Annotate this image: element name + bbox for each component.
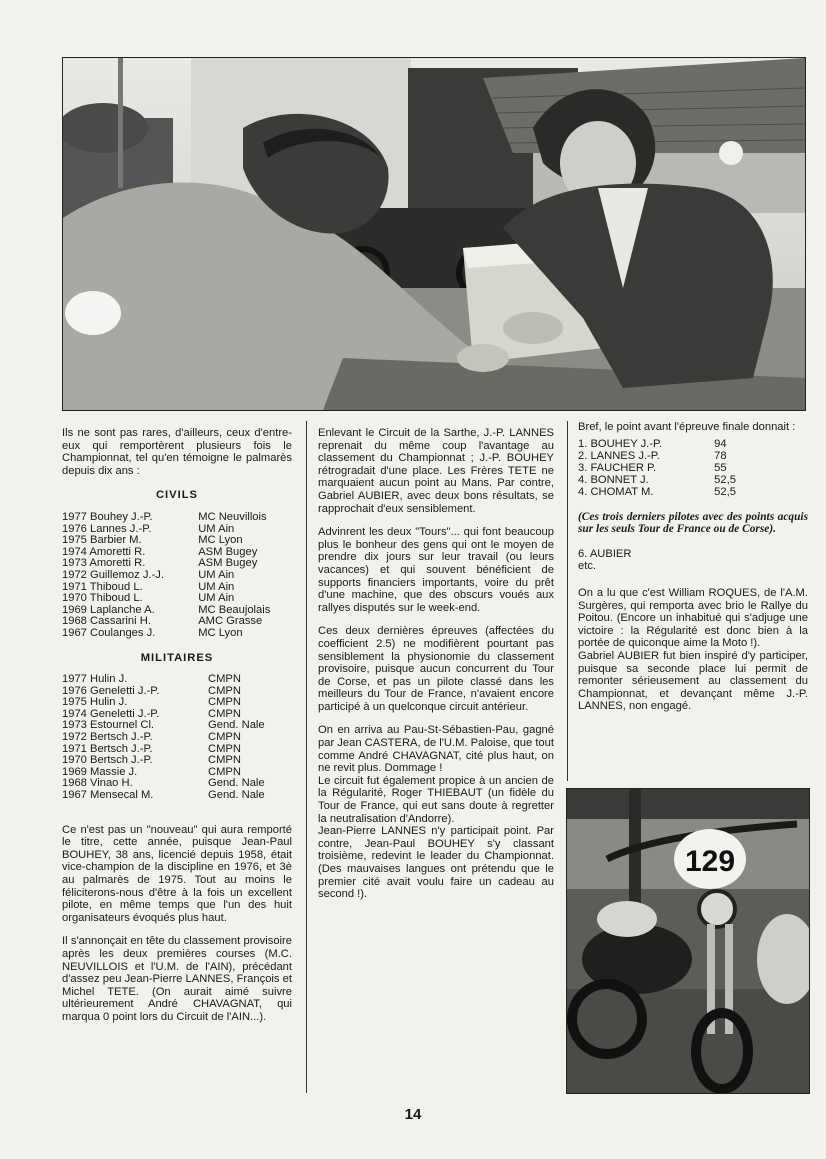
winner-name: 1977 Bouhey J.-P. [62, 510, 153, 523]
club-name: CMPN [208, 696, 241, 709]
winner-name: 1969 Laplanche A. [62, 603, 155, 616]
table-row [62, 628, 292, 640]
table-row [578, 462, 736, 474]
top-photo-officials-checking [62, 57, 806, 411]
paragraph: Le circuit fut également propice à un ancien de la Régularité, Roger THIEBAUT (un fidèle du Tour de France, qui eut sans doute à regretter la neutralisation d'Andorre). [318, 774, 554, 825]
pilot-points: 78 [714, 449, 727, 462]
club-name: CMPN [208, 754, 241, 767]
winner-name: 1967 Mensecal M. [62, 789, 154, 802]
club-name: Gend. Nale [208, 789, 265, 802]
pilot-points: 94 [714, 437, 727, 450]
paragraph: Advinrent les deux "Tours"... qui font beaucoup plus le bonheur des gens qui ont le moyen de prendre dix jours sur leur travail (ou leurs vacances) et qui souvent bénéficient de supports financiers importants, voire du prêt d'une machine, que des obscurs voués aux rallyes disputés sur le week-end. [318, 526, 554, 614]
pilot-name: 1. BOUHEY J.-P. [578, 437, 663, 450]
club-name: CMPN [208, 684, 241, 697]
paragraph: Gabriel AUBIER fut bien inspiré d'y participer, puisque sa seconde place lui permit de remonter sérieusement au classement du Championnat, et devançant même J.-P. LANNES, non engagé. [578, 649, 808, 713]
etc-text: etc. [578, 560, 597, 573]
winner-name: 1968 Vinao H. [62, 777, 133, 790]
winner-name: 1974 Geneletti J.-P. [62, 707, 160, 720]
pilot-name: 4. CHOMAT M. [578, 486, 654, 499]
club-name: UM Ain [198, 522, 235, 535]
militaires-title: MILITAIRES [140, 651, 214, 664]
club-name: MC Beaujolais [198, 603, 271, 616]
bottom-photo-motorcycle [566, 788, 810, 1094]
winner-name: 1975 Hulin J. [62, 696, 128, 709]
winner-name: 1976 Geneletti J.-P. [62, 684, 160, 697]
winner-name: 1971 Bertsch J.-P. [62, 742, 153, 755]
winner-name: 1973 Amoretti R. [62, 557, 146, 570]
sixth-place: 6. AUBIER [578, 547, 632, 560]
paragraph: On a lu que c'est William ROQUES, de l'A.M. Surgères, qui remporta avec brio le Rallye du Poitou. (Encore un inhabitué qui s'adjuge une victoire : la Régularité est donc bien à la portée de quiconque aime la Moto !). [578, 586, 808, 650]
column-2 [318, 427, 554, 912]
table-row [578, 486, 736, 498]
winner-name: 1967 Coulanges J. [62, 626, 156, 639]
winner-name: 1972 Bertsch J.-P. [62, 731, 153, 744]
club-name: CMPN [208, 673, 241, 686]
winner-name: 1970 Bertsch J.-P. [62, 754, 153, 767]
paragraph: Ce n'est pas un "nouveau" qui aura remporté le titre, cette année, puisque Jean-Paul BOUHEY, 38 ans, licencié depuis 1958, était vice-champion de la discipline en 1976, et 3è au palmarès de 1975. Tout au moins le féliciterons-nous d'être à la fois un excellent pilote, en même temps que l'un des huit organisateurs évoqués plus haut. [62, 823, 292, 924]
civils-table [62, 512, 292, 640]
pilot-name: 3. FAUCHER P. [578, 462, 657, 474]
pilot-points: 55 [714, 462, 727, 474]
club-name: CMPN [208, 707, 241, 720]
club-name: Gend. Nale [208, 719, 265, 732]
club-name: Gend. Nale [208, 777, 265, 790]
table-row [62, 790, 292, 802]
winner-name: 1972 Guillemoz J.-J. [62, 568, 164, 581]
pilot-points: 52,5 [714, 474, 736, 487]
club-name: CMPN [208, 731, 241, 744]
table-row [62, 570, 292, 582]
winner-name: 1977 Hulin J. [62, 673, 128, 686]
club-name: CMPN [208, 765, 241, 778]
table-row [578, 438, 736, 450]
club-name: UM Ain [198, 568, 235, 581]
table-row [578, 474, 736, 486]
club-name: UM Ain [198, 580, 235, 593]
paragraph: Ces deux dernières épreuves (affectées du coefficient 2.5) ne modifièrent pourtant pas sensiblement la physionomie du classement provisoire, puisque aucun concurrent du Tour de Corse, et pas un pilote classé dans les meilleurs du Tour de France, n'avaient encore participé à un quelconque circuit antérieur. [318, 625, 554, 713]
italic-note: (Ces trois derniers pilotes avec des points acquis sur les seuls Tour de France ou de Corse). [578, 510, 808, 536]
winner-name: 1971 Thiboud L. [62, 580, 143, 593]
club-name: ASM Bugey [198, 557, 258, 570]
winner-name: 1969 Massie J. [62, 765, 138, 778]
column-1 [62, 427, 292, 1035]
pilot-name: 2. LANNES J.-P. [578, 449, 660, 462]
column-3 [578, 421, 808, 724]
intro-paragraph: Ils ne sont pas rares, d'ailleurs, ceux d'entre-eux qui remportèrent plusieurs fois le Championnat, tel qu'en témoigne le palmarès depuis dix ans : [62, 427, 292, 477]
column-divider [306, 421, 307, 1093]
table-row [62, 535, 292, 547]
standings-table [578, 438, 736, 499]
club-name: MC Lyon [198, 626, 243, 639]
table-row [62, 593, 292, 605]
pilot-points: 52,5 [714, 486, 736, 499]
paragraph: Il s'annonçait en tête du classement provisoire après les deux premières courses (M.C. NEUVILLOIS et l'U.M. de l'AIN), précédant d'assez peu Jean-Pierre LANNES, François et Michel TETE. (On aurait aimé suivre ultérieurement André CHAVAGNAT, qui marqua 0 point lors du Circuit de l'AIN...). [62, 935, 292, 1023]
winner-name: 1975 Barbier M. [62, 534, 142, 547]
paragraph: Jean-Pierre LANNES n'y participait point. Par contre, Jean-Paul BOUHEY s'y classant troisième, redevint le leader du Championnat. (Des mauvaises langues ont prétendu que le premier cité avait voulu faire un cadeau au second !). [318, 825, 554, 901]
column-divider [567, 421, 568, 781]
pilot-name: 4. BONNET J. [578, 474, 649, 487]
winner-name: 1976 Lannes J.-P. [62, 522, 152, 535]
winner-name: 1968 Cassarini H. [62, 615, 151, 628]
club-name: CMPN [208, 742, 241, 755]
table-row [62, 512, 292, 524]
club-name: MC Lyon [198, 534, 243, 547]
winner-name: 1970 Thiboud L. [62, 592, 143, 605]
civils-title: CIVILS [155, 489, 199, 502]
paragraph: Enlevant le Circuit de la Sarthe, J.-P. LANNES reprenait du même coup l'avantage au classement du Championnat ; J.-P. BOUHEY rétrogradait d'une place. Les Frères TETE ne marquaient aucun point au Mans. Par contre, Gabriel AUBIER, avec deux bons résultats, se rapprochait d'eux sensiblement. [318, 427, 554, 515]
table-row [62, 674, 292, 686]
winner-name: 1974 Amoretti R. [62, 545, 146, 558]
paragraph: On en arriva au Pau-St-Sébastien-Pau, gagné par Jean CASTERA, de l'U.M. Paloise, que tout comme André CHAVAGNAT, cité plus haut, on ne revit plus. Dommage ! [318, 724, 554, 775]
club-name: MC Neuvillois [198, 510, 267, 523]
winner-name: 1973 Estournel Cl. [62, 719, 155, 732]
race-number: 129 [684, 845, 736, 878]
table-row [62, 732, 292, 744]
paragraph: Bref, le point avant l'épreuve finale donnait : [578, 421, 796, 433]
club-name: AMC Grasse [198, 615, 263, 628]
militaires-table [62, 674, 292, 802]
club-name: ASM Bugey [198, 545, 258, 558]
page-number: 14 [404, 1106, 422, 1123]
table-row [578, 450, 736, 462]
club-name: UM Ain [198, 592, 235, 605]
